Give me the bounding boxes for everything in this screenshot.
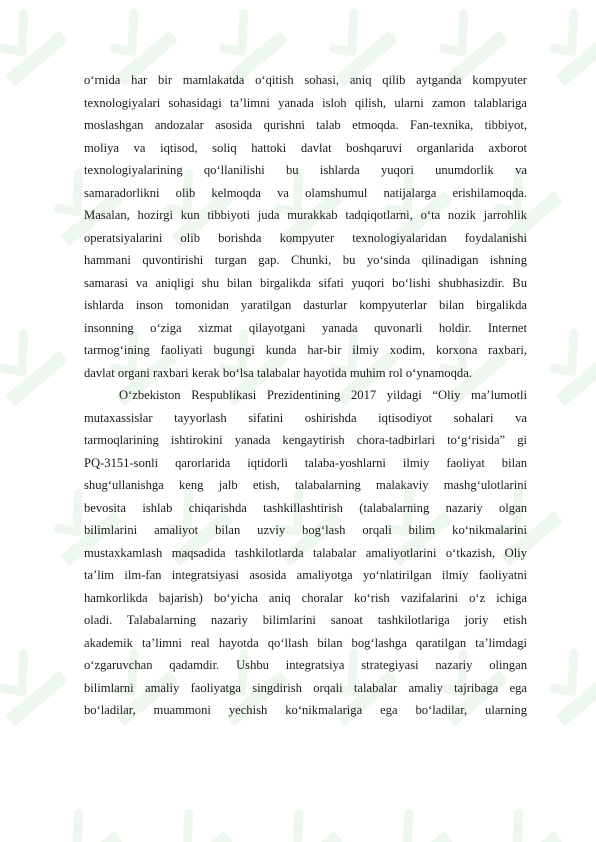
text-line: Masalan, hozirgi kun tibbiyoti juda murakkab tadqiqotlarni, o‘ta nozik jarrohlik <box>84 208 527 222</box>
watermark-check-icon <box>587 803 596 842</box>
watermark-check-icon <box>532 3 596 86</box>
text-line: insonning o‘ziga xizmat qilayotgani yanada quvonarli holdir. Internet <box>84 320 527 335</box>
watermark-check-icon <box>532 643 596 726</box>
text-line: samarasi va aniqligi shu bilan birgalikda sifati yuqori bo‘lishi shubhasizdir. Bu <box>84 275 527 290</box>
text-line: O‘zbekiston Respublikasi Prezidentining 2017 yildagi “Oliy ma’lumotli <box>119 388 527 402</box>
text-line: hamkorlikda bajarish) bo‘yicha aniq choralar ko‘rish vazifalarini o‘z ichiga <box>84 590 527 605</box>
watermark-check-icon <box>367 803 453 842</box>
text-line: hammani quvontirishi turgan gap. Chunki, bu yo‘sinda qilinadigan ishning <box>84 253 527 267</box>
text-line: bo‘ladilar, muammoni yechish ko‘nikmalariga ega bo‘ladilar, ularning <box>84 703 527 717</box>
text-line: ishlarda inson tomonidan yaratilgan dasturlar kompyuterlar bilan birgalikda <box>84 298 527 312</box>
watermark-check-icon <box>0 323 68 406</box>
text-line: operatsiyalarini olib borishda kompyuter texnologiyalaridan foydalanishi <box>84 230 527 245</box>
text-line: shug‘ullanishga keng jalb etish, talabalarning malakaviy mashg‘ulotlarini <box>84 478 527 492</box>
watermark-check-icon <box>587 483 596 566</box>
watermark-check-icon <box>147 803 233 842</box>
text-line: o‘zgaruvchan qadamdir. Ushbu integratsiya strategiyasi nazariy olingan <box>84 658 527 672</box>
watermark-check-icon <box>37 803 123 842</box>
document-body <box>84 69 527 722</box>
text-line: PQ-3151-sonli qarorlarida iqtidorli talaba-yoshlarni ilmiy faoliyat bilan <box>84 455 527 470</box>
watermark-check-icon <box>477 803 563 842</box>
text-line: akademik ta’limni real hayotda qo‘llash bilan bog‘lashga qaratilgan ta’limdagi <box>84 635 527 650</box>
text-line: texnologiyalarining qo‘llanilishi bu ishlarda yuqori unumdorlik va <box>84 163 527 177</box>
text-line: mutaxassislar tayyorlash sifatini oshirishda iqtisodiyot sohalari va <box>84 410 527 425</box>
text-line: bilimlarni amaliy faoliyatga singdirish orqali talabalar amaliy tajribaga ega <box>84 680 527 695</box>
text-line: bevosita ishlab chiqarishda tashkillashtirish (talabalarning nazariy olgan <box>84 500 527 515</box>
text-line: texnologiyalari sohasidagi ta’limni yanada isloh qilish, ularni zamon talablariga <box>84 95 527 110</box>
text-line: tarmoqlarining ishtirokini yanada kengaytirish chora-tadbirlari to‘g‘risida” gi <box>84 433 527 447</box>
text-line: ta’lim ilm-fan integratsiyasi asosida amaliyotga yo‘nlatirilgan ilmiy faoliyatni <box>84 568 527 582</box>
text-line: samaradorlikni olib kelmoqda va olamshumul natijalarga erishilamoqda. <box>84 185 527 200</box>
text-line: mustaxkamlash maqsadida tashkilotlarda talabalar amaliyotlarini o‘tkazish, Oliy <box>84 545 527 560</box>
paragraph-2 <box>84 384 527 722</box>
paragraph-1 <box>84 69 527 384</box>
text-line: oladi. Talabalarning nazariy bilimlarini sanoat tashkilotlariga joriy etish <box>84 613 527 627</box>
text-line: moliya va iqtisod, soliq hattoki davlat boshqaruvi organlarida axborot <box>84 140 527 155</box>
text-line: bilimlarini amaliyot bilan uzviy bog‘lash orqali bilim ko‘nikmalarini <box>84 523 527 537</box>
watermark-check-icon <box>257 803 343 842</box>
text-line: o‘rnida har bir mamlakatda o‘qitish sohasi, aniq qilib aytganda kompyuter <box>84 73 527 87</box>
text-line: moslashgan andozalar asosida qurishni talab etmoqda. Fan-texnika, tibbiyot, <box>84 118 527 132</box>
watermark-check-icon <box>587 163 596 246</box>
text-line: davlat organi raxbari kerak bo‘lsa talabalar hayotida muhim rol o‘ynamoqda. <box>84 365 472 380</box>
watermark-check-icon <box>532 323 596 406</box>
text-line: tarmog‘ining faoliyati bugungi kunda har-bir ilmiy xodim, korxona raxbari, <box>84 343 527 357</box>
watermark-check-icon <box>0 3 68 86</box>
watermark-check-icon <box>0 643 68 726</box>
